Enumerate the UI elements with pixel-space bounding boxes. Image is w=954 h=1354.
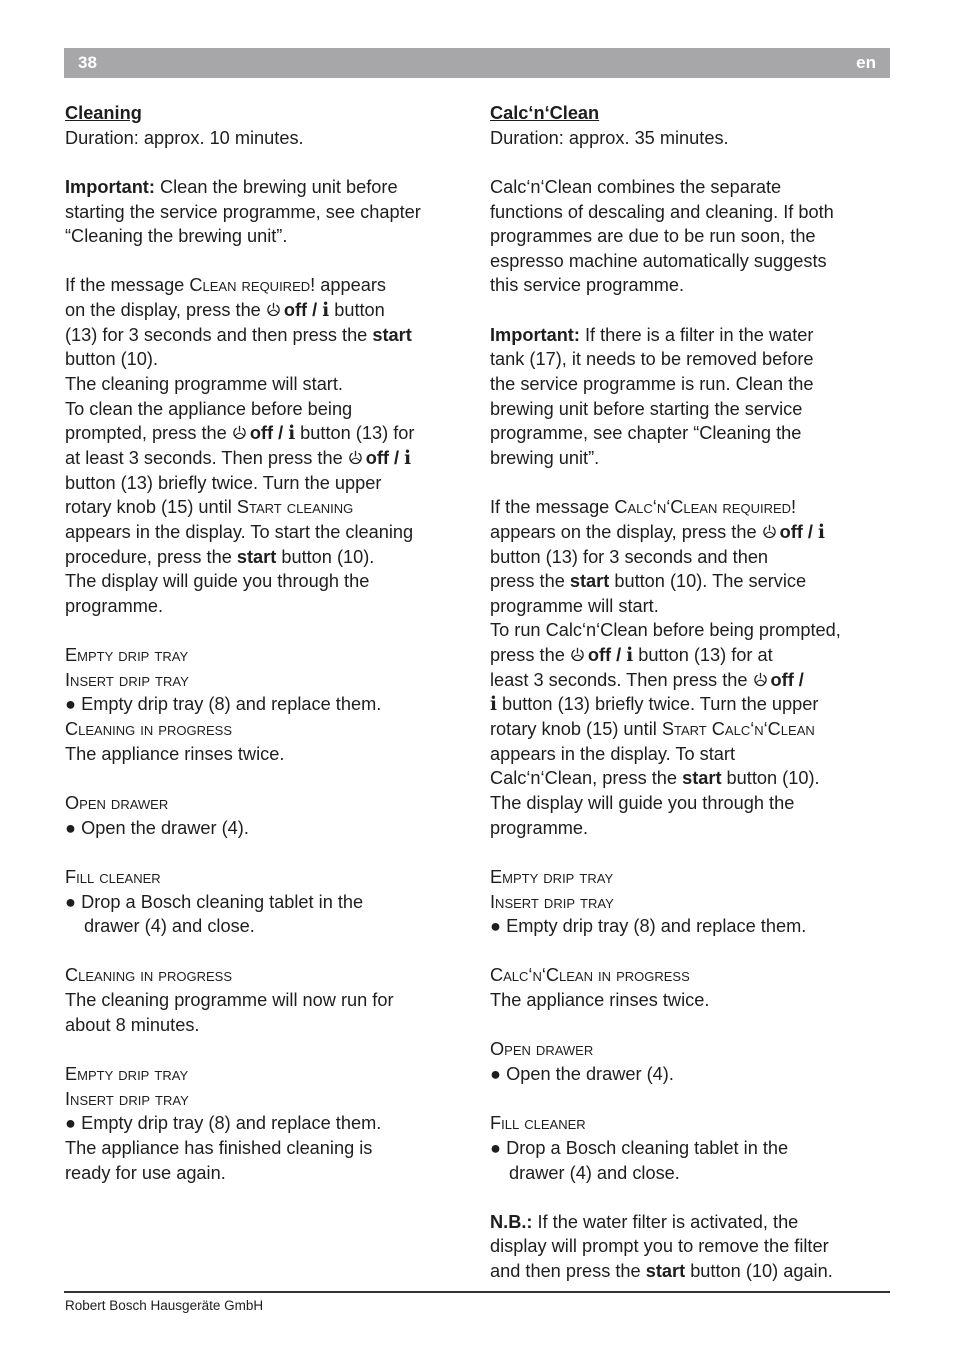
power-icon: [753, 672, 768, 687]
text-line: i button (13) briefly twice. Turn the upper: [490, 694, 819, 716]
message-line: If the message Clean required! appears: [65, 275, 386, 296]
text-line: brewing unit before starting the service: [490, 398, 803, 419]
message-line: If the message Calc‘n‘Clean required!: [490, 497, 797, 518]
display-message: Clean required!: [189, 275, 316, 296]
display-message: Open drawer: [490, 1039, 594, 1060]
bullet-item: ● Drop a Bosch cleaning tablet in the: [65, 891, 364, 912]
text-line: The appliance rinses twice.: [65, 743, 285, 764]
footer-divider: [64, 1291, 890, 1293]
page-number: 38: [78, 53, 97, 72]
text-line: The appliance has finished cleaning is: [65, 1137, 373, 1158]
page-header-bar: [64, 48, 890, 78]
display-message: Start cleaning: [236, 497, 354, 518]
text-line: The cleaning programme will now run for: [65, 990, 394, 1011]
power-icon: [232, 425, 247, 440]
text-line: prompted, press the off / i button (13) for: [65, 423, 415, 445]
important-note: Important: Clean the brewing unit before: [65, 176, 398, 197]
text-line: programme.: [65, 595, 164, 616]
display-message: Insert drip tray: [490, 891, 614, 912]
display-message: Fill cleaner: [490, 1113, 586, 1134]
language-code: en: [856, 53, 876, 72]
text-line: tank (17), it needs to be removed before: [490, 349, 814, 370]
text-line: press the start button (10). The service: [490, 571, 807, 592]
text-line: To clean the appliance before being: [65, 398, 353, 419]
text-line: rotary knob (15) until Start Calc‘n‘Clean: [490, 719, 815, 740]
text-line: least 3 seconds. Then press the off /: [490, 669, 804, 690]
display-message: Cleaning in progress: [65, 965, 232, 986]
text-line: Calc‘n‘Clean combines the separate: [490, 176, 782, 197]
bullet-continuation: drawer (4) and close.: [84, 916, 255, 937]
display-message: Insert drip tray: [65, 1088, 189, 1109]
calc-n-clean-section: [490, 101, 890, 1284]
text-line: The display will guide you through the: [65, 571, 370, 592]
text-line: programme.: [490, 817, 589, 838]
text-line: rotary knob (15) until Start cleaning: [65, 497, 354, 518]
text-line: button (10).: [65, 349, 159, 370]
display-message: Start Calc‘n‘Clean: [661, 719, 815, 740]
display-message: Empty drip tray: [490, 866, 614, 887]
duration-text: Duration: approx. 35 minutes.: [490, 127, 729, 148]
text-line: functions of descaling and cleaning. If both: [490, 201, 834, 222]
display-message: Calc‘n‘Clean required!: [614, 497, 797, 518]
duration-text: Duration: approx. 10 minutes.: [65, 127, 304, 148]
text-line: on the display, press the off / i button: [65, 300, 385, 322]
text-line: Calc‘n‘Clean, press the start button (10).: [490, 768, 820, 789]
bullet-item: ● Empty drip tray (8) and replace them.: [490, 916, 807, 937]
text-line: and then press the start button (10) again.: [490, 1261, 833, 1282]
power-icon: [348, 450, 363, 465]
power-icon: [762, 524, 777, 539]
power-icon: [266, 302, 281, 317]
text-line: appears in the display. To start: [490, 743, 735, 764]
text-line: procedure, press the start button (10).: [65, 546, 375, 567]
nb-note: N.B.: If the water filter is activated, the: [490, 1211, 799, 1232]
text-line: starting the service programme, see chapter: [65, 201, 421, 222]
text-line: programme will start.: [490, 595, 659, 616]
text-line: the service programme is run. Clean the: [490, 374, 814, 395]
bullet-continuation: drawer (4) and close.: [509, 1162, 680, 1183]
text-line: ready for use again.: [65, 1162, 226, 1183]
display-message: Empty drip tray: [65, 645, 189, 666]
display-message: Open drawer: [65, 792, 169, 813]
section-title-cleaning: Cleaning: [65, 103, 142, 123]
text-line: at least 3 seconds. Then press the off / i: [65, 447, 412, 469]
display-message: Calc‘n‘Clean in progress: [490, 965, 690, 986]
display-message: Cleaning in progress: [65, 719, 232, 740]
section-title-calc-n-clean: Calc‘n‘Clean: [490, 103, 600, 123]
text-line: (13) for 3 seconds and then press the start: [65, 324, 412, 345]
text-line: this service programme.: [490, 275, 685, 296]
text-line: appears on the display, press the off / i: [490, 521, 825, 543]
text-line: display will prompt you to remove the filter: [490, 1236, 829, 1257]
bullet-item: ● Open the drawer (4).: [65, 817, 249, 838]
text-line: programmes are due to be run soon, the: [490, 226, 816, 247]
text-line: about 8 minutes.: [65, 1014, 200, 1035]
text-line: press the off / i button (13) for at: [490, 645, 773, 667]
bullet-item: ● Open the drawer (4).: [490, 1063, 674, 1084]
text-line: espresso machine automatically suggests: [490, 250, 827, 271]
display-message: Empty drip tray: [65, 1063, 189, 1084]
text-line: The cleaning programme will start.: [65, 374, 343, 395]
text-line: “Cleaning the brewing unit”.: [65, 226, 288, 247]
bullet-item: ● Drop a Bosch cleaning tablet in the: [490, 1137, 789, 1158]
footer-company: Robert Bosch Hausgeräte GmbH: [65, 1298, 264, 1313]
text-line: The display will guide you through the: [490, 792, 795, 813]
text-line: The appliance rinses twice.: [490, 990, 710, 1011]
display-message: Insert drip tray: [65, 669, 189, 690]
cleaning-section: [65, 101, 465, 1185]
bullet-item: ● Empty drip tray (8) and replace them.: [65, 694, 382, 715]
bullet-item: ● Empty drip tray (8) and replace them.: [65, 1113, 382, 1134]
text-line: To run Calc‘n‘Clean before being prompted,: [490, 620, 841, 641]
text-line: button (13) briefly twice. Turn the upper: [65, 472, 382, 493]
text-line: appears in the display. To start the cleaning: [65, 521, 414, 542]
display-message: Fill cleaner: [65, 866, 161, 887]
text-line: programme, see chapter “Cleaning the: [490, 423, 802, 444]
text-line: brewing unit”.: [490, 447, 600, 468]
power-icon: [570, 647, 585, 662]
important-note: Important: If there is a filter in the water: [490, 324, 814, 345]
text-line: button (13) for 3 seconds and then: [490, 546, 769, 567]
